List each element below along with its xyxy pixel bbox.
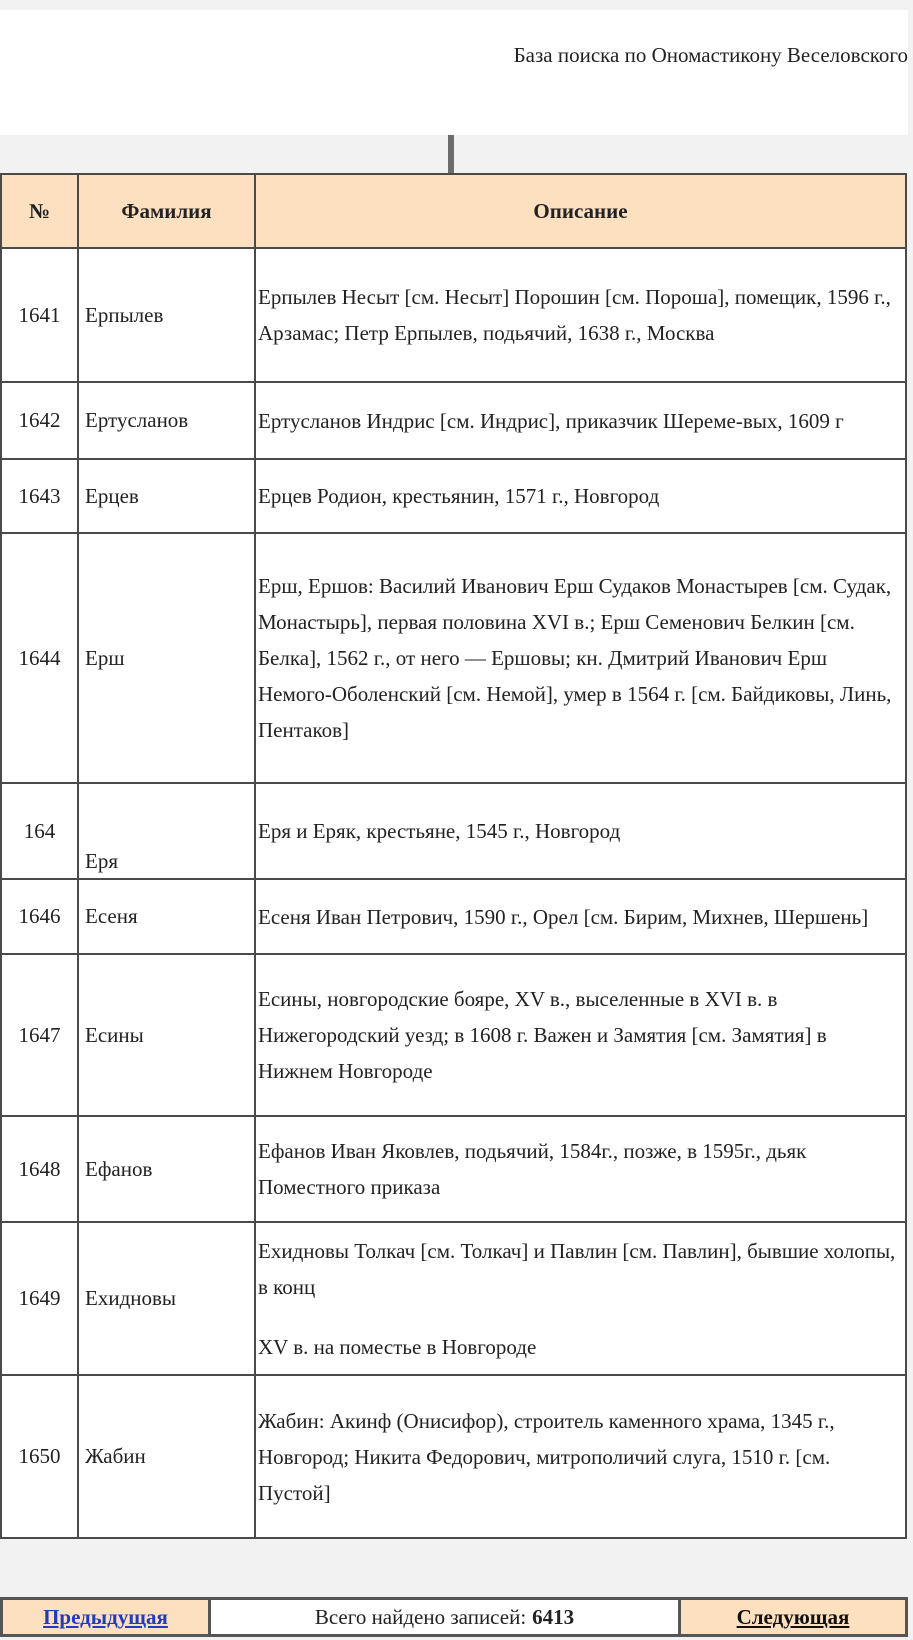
row-number: 1648 bbox=[1, 1116, 78, 1222]
row-description bbox=[255, 459, 906, 533]
pager bbox=[0, 1597, 908, 1637]
description-paragraph: Ефанов Иван Яковлев, подьячий, 1584г., позже, в 1595г., дьяк Поместного приказа bbox=[258, 1139, 807, 1199]
site-title: База поиска по Ономастикону Веселовского bbox=[513, 43, 908, 67]
row-number: 1641 bbox=[1, 248, 78, 382]
description-paragraph: Еря и Еряк, крестьяне, 1545 г., Новгород bbox=[258, 819, 621, 843]
table-row bbox=[1, 1116, 906, 1222]
description-paragraph: XV в. на поместье в Новгороде bbox=[258, 1334, 537, 1359]
records-table bbox=[0, 173, 907, 1539]
site-header bbox=[0, 10, 908, 135]
description-paragraph: Ехидновы Толкач [см. Толкач] и Павлин [см. Павлин], бывшие холопы, в конц bbox=[258, 1238, 896, 1299]
divider-bar bbox=[448, 135, 454, 173]
description-paragraph: Есеня Иван Петрович, 1590 г., Орел [см. Бирим, Михнев, Шершень] bbox=[258, 904, 869, 929]
description-paragraph: Есины, новгородские бояре, XV в., выселенные в XVI в. в Нижегородский уезд; в 1608 г. Важен и Замятия [см. Замятия] в Нижнем Новгороде bbox=[258, 987, 827, 1083]
table-header-row bbox=[1, 174, 906, 248]
column-header-description: Описание bbox=[255, 174, 906, 248]
row-description bbox=[255, 954, 906, 1116]
row-surname: Есины bbox=[78, 954, 255, 1116]
row-surname: Еря bbox=[78, 783, 255, 879]
row-surname: Есеня bbox=[78, 879, 255, 954]
prev-page-link[interactable]: Предыдущая bbox=[43, 1604, 168, 1629]
column-header-num: № bbox=[1, 174, 78, 248]
table-row bbox=[1, 783, 906, 879]
row-description bbox=[255, 1222, 906, 1375]
row-number: 164 bbox=[1, 783, 78, 879]
row-number: 1650 bbox=[1, 1375, 78, 1538]
row-surname: Ехидновы bbox=[78, 1222, 255, 1375]
table-row bbox=[1, 459, 906, 533]
row-surname: Жабин bbox=[78, 1375, 255, 1538]
next-page-link[interactable]: Следующая bbox=[736, 1604, 850, 1629]
description-paragraph: Ерш, Ершов: Василий Иванович Ерш Судаков Монастырев [см. Судак, Монастырь], первая половина XVI в.; Ерш Семенович Белкин [см. Белка], 1562 г., от него — Ершовы; кн. Дмитрий Иванович Ерш Немого-Оболенский [см. Немой], умер в 1564 г. [см. Байдиковы, Линь, Пентаков] bbox=[258, 574, 892, 742]
table-row bbox=[1, 1222, 906, 1375]
row-description bbox=[255, 382, 906, 459]
table-row bbox=[1, 248, 906, 382]
description-paragraph: Ерпылев Несыт [см. Несыт] Порошин [см. Пороша], помещик, 1596 г., Арзамас; Петр Ерпылев, подьячий, 1638 г., Москва bbox=[258, 285, 891, 345]
row-surname: Ерцев bbox=[78, 459, 255, 533]
row-number: 1649 bbox=[1, 1222, 78, 1375]
table-row bbox=[1, 954, 906, 1116]
description-paragraph: Жабин: Акинф (Онисифор), строитель каменного храма, 1345 г., Новгород; Никита Федорович, митрополичий слуга, 1510 г. [см. Пустой] bbox=[258, 1408, 835, 1505]
description-paragraph: Ерцев Родион, крестьянин, 1571 г., Новгород bbox=[258, 484, 660, 508]
row-description bbox=[255, 1375, 906, 1538]
prev-cell bbox=[2, 1599, 210, 1636]
table-row bbox=[1, 382, 906, 459]
row-description bbox=[255, 879, 906, 954]
row-description bbox=[255, 248, 906, 382]
row-surname: Ерпылев bbox=[78, 248, 255, 382]
row-number: 1643 bbox=[1, 459, 78, 533]
row-number: 1647 bbox=[1, 954, 78, 1116]
table-row bbox=[1, 1375, 906, 1538]
column-header-surname: Фамилия bbox=[78, 174, 255, 248]
row-number: 1646 bbox=[1, 879, 78, 954]
total-count bbox=[210, 1599, 680, 1636]
table-row bbox=[1, 879, 906, 954]
row-number: 1642 bbox=[1, 382, 78, 459]
next-cell bbox=[680, 1599, 907, 1636]
row-surname: Ерш bbox=[78, 533, 255, 783]
row-surname: Ефанов bbox=[78, 1116, 255, 1222]
row-description bbox=[255, 783, 906, 879]
total-count-label: Всего найдено записей: bbox=[314, 1604, 527, 1629]
row-description bbox=[255, 533, 906, 783]
row-surname: Ертусланов bbox=[78, 382, 255, 459]
total-count-value: 6413 bbox=[532, 1604, 575, 1629]
row-description bbox=[255, 1116, 906, 1222]
row-number: 1644 bbox=[1, 533, 78, 783]
table-row bbox=[1, 533, 906, 783]
description-paragraph: Ертусланов Индрис [см. Индрис], приказчик Шереме-вых, 1609 г bbox=[258, 408, 844, 433]
